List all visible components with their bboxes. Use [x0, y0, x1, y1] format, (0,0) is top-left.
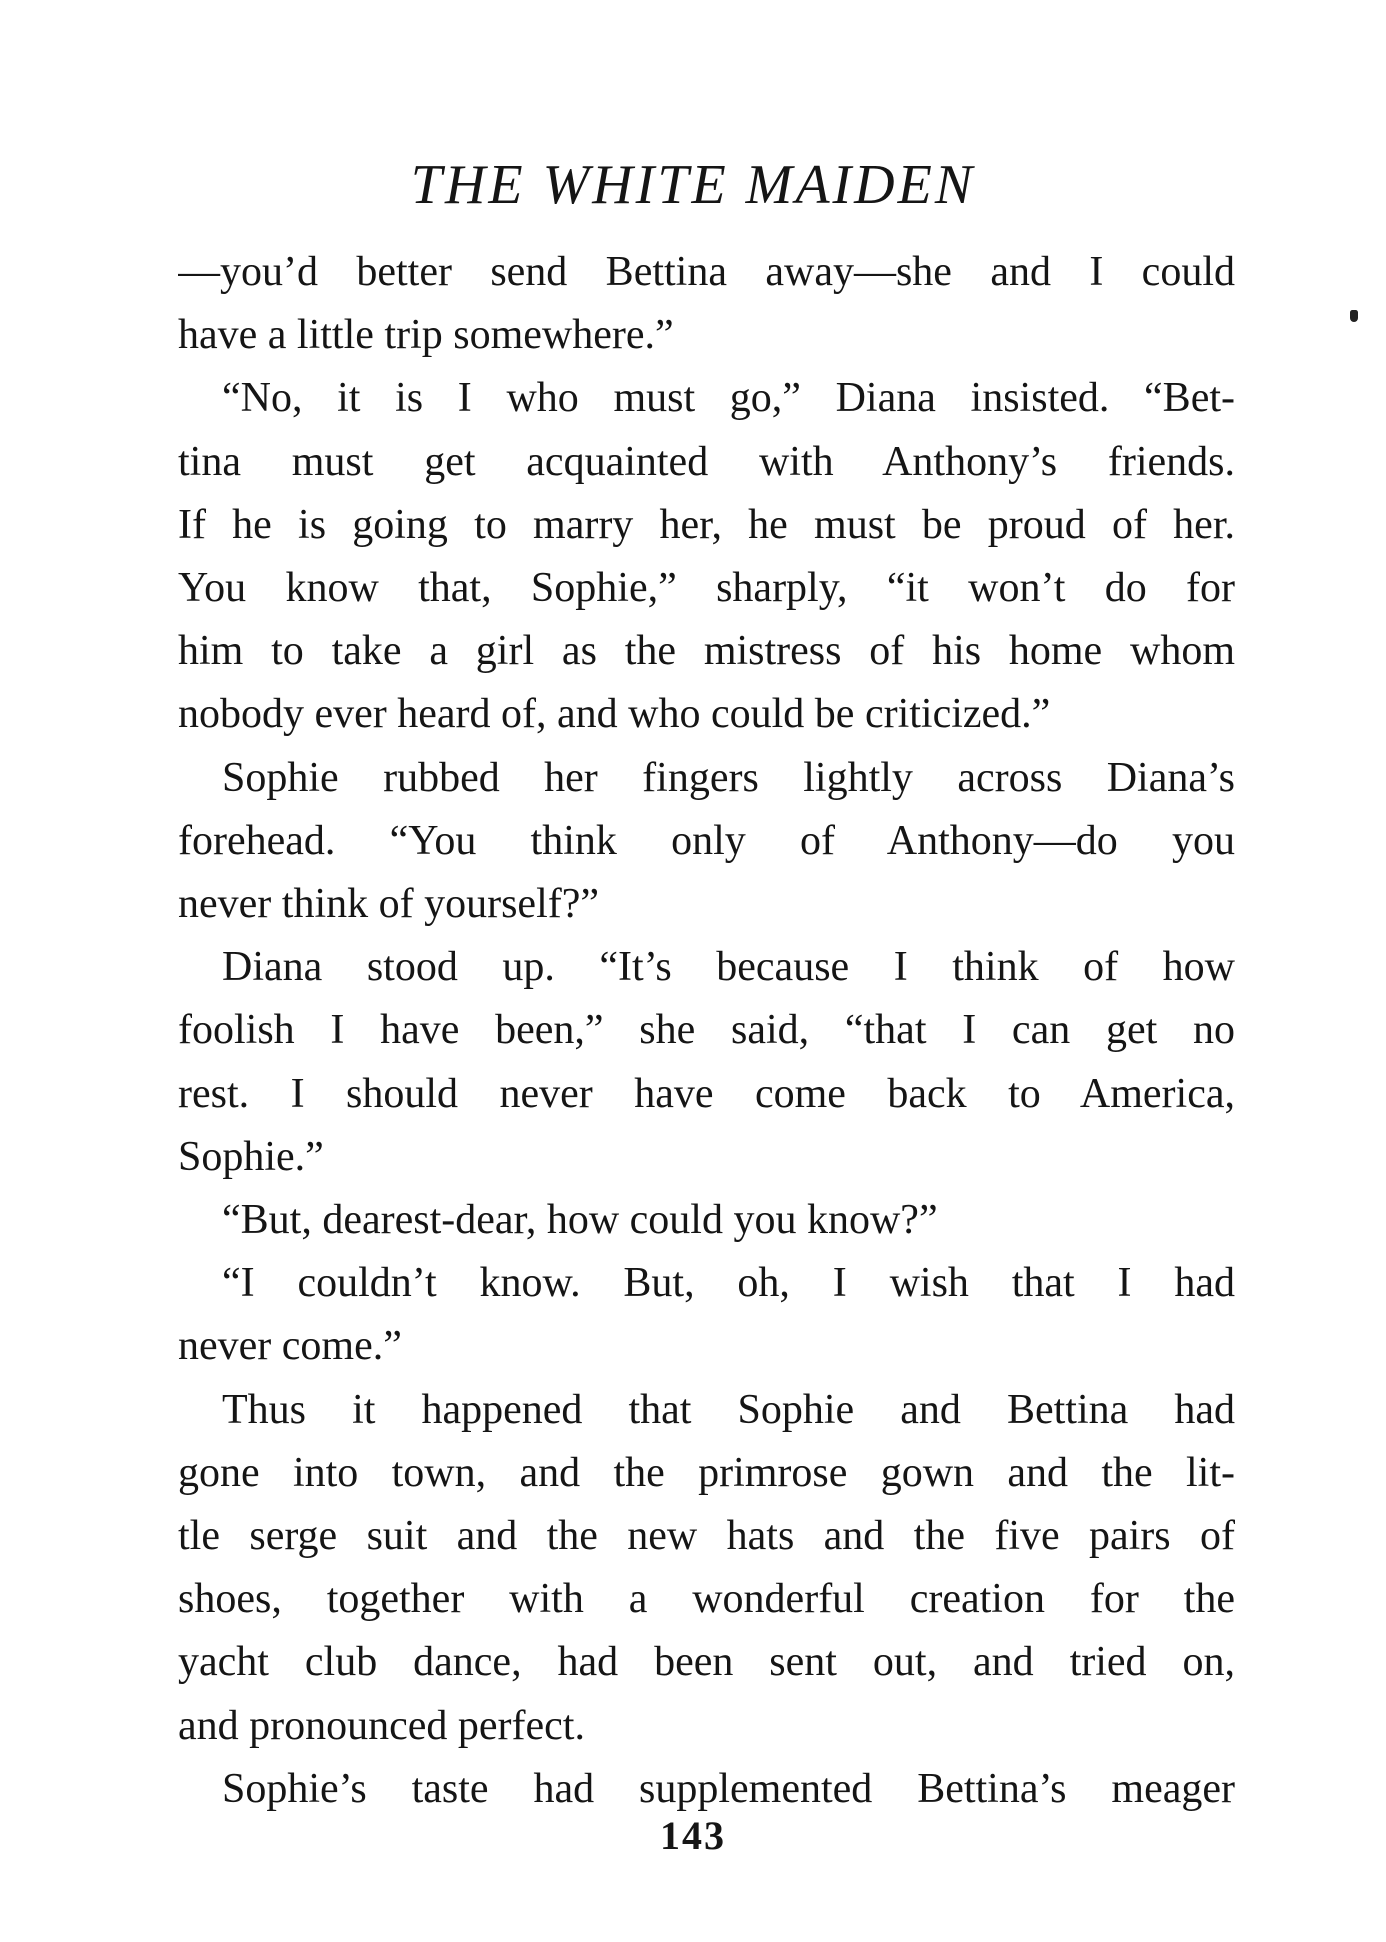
text-line: “I couldn’t know. But, oh, I wish that I had [222, 1260, 1235, 1307]
text-line: shoes, together with a wonderful creation for the [178, 1576, 1235, 1623]
text-line: yacht club dance, had been sent out, and tried on, [178, 1639, 1235, 1686]
text-line: tle serge suit and the new hats and the five pairs of [178, 1513, 1235, 1559]
text-line: “No, it is I who must go,” Diana insisted. “Bet- [222, 375, 1235, 422]
text-line: and pronounced perfect. [178, 1702, 585, 1749]
text-line: rest. I should never have come back to America, [178, 1070, 1235, 1117]
margin-mark [1350, 310, 1358, 322]
text-line: If he is going to marry her, he must be proud of her. [178, 501, 1235, 548]
text-line: “But, dearest-dear, how could you know?” [222, 1197, 938, 1243]
text-line: foolish I have been,” she said, “that I can get no [178, 1007, 1235, 1054]
text-line: Diana stood up. “It’s because I think of how [222, 944, 1235, 991]
text-line: never come.” [178, 1323, 402, 1370]
text-line: You know that, Sophie,” sharply, “it won’t do for [178, 565, 1235, 611]
text-line: nobody ever heard of, and who could be criticized.” [178, 691, 1051, 738]
text-line: forehead. “You think only of Anthony—do you [178, 817, 1235, 864]
page-number: 143 [660, 1813, 726, 1858]
text-line: never think of yourself?” [178, 881, 600, 927]
text-line: Sophie’s taste had supplemented Bettina’s meager [222, 1765, 1235, 1812]
text-line: Sophie.” [178, 1133, 324, 1180]
text-line: have a little trip somewhere.” [178, 312, 674, 359]
text-line: —you’d better send Bettina away—she and I could [178, 249, 1235, 295]
text-line: tina must get acquainted with Anthony’s friends. [178, 438, 1235, 485]
text-line: Sophie rubbed her fingers lightly across Diana’s [222, 754, 1235, 801]
running-head: THE WHITE MAIDEN [410, 154, 976, 216]
text-line: Thus it happened that Sophie and Bettina had [222, 1386, 1235, 1433]
text-line: gone into town, and the primrose gown and the lit- [178, 1449, 1235, 1496]
text-line: him to take a girl as the mistress of his home whom [178, 628, 1235, 675]
